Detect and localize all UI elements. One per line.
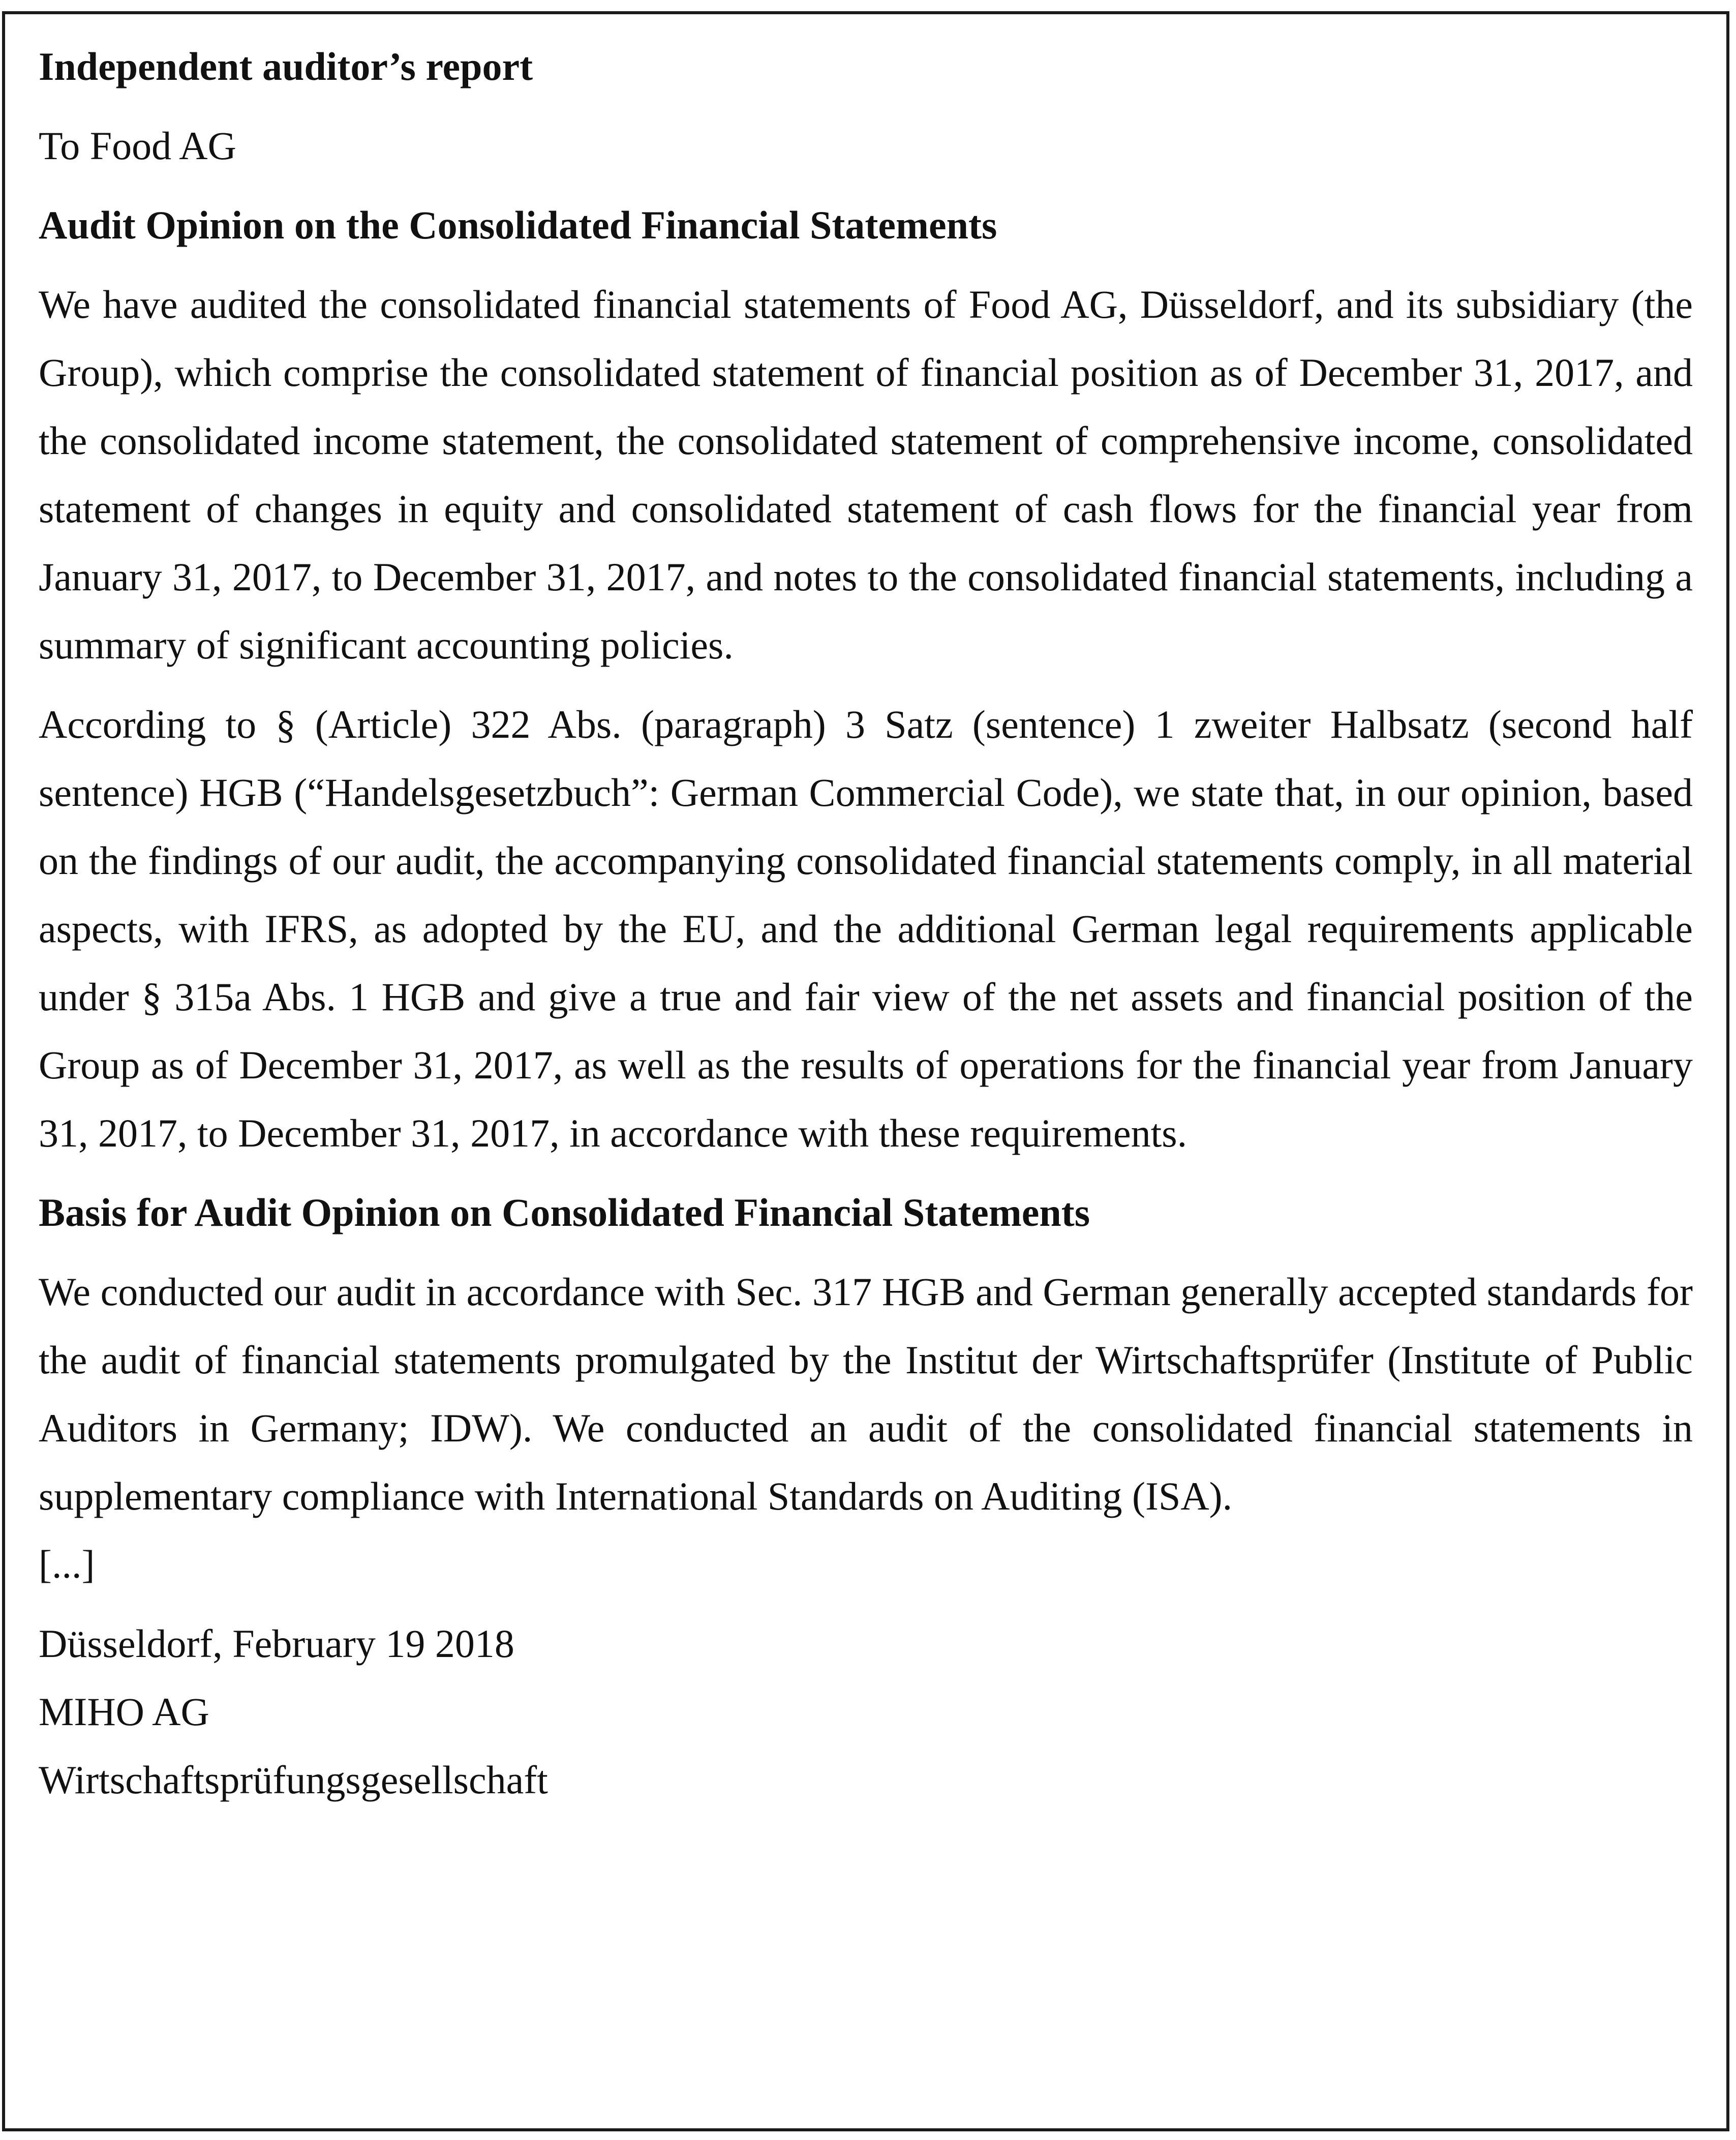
auditor-report-document bbox=[39, 33, 1693, 1814]
section-heading-basis-for-opinion: Basis for Audit Opinion on Consolidated Financial Statements bbox=[39, 1190, 1090, 1234]
signature-block bbox=[39, 1610, 1693, 1814]
addressee: To Food AG bbox=[39, 124, 236, 168]
omission-marker: [...] bbox=[39, 1542, 95, 1586]
section-heading-audit-opinion: Audit Opinion on the Consolidated Financial Statements bbox=[39, 203, 997, 247]
audit-firm-name: MIHO AG bbox=[39, 1690, 209, 1734]
basis-paragraph: We conducted our audit in accordance with Sec. 317 HGB and German generally accepted standards for the audit of financial statements promulgated by the Institut der Wirtschaftsprüfer (Institute of Public Auditors in Germany; IDW). We conducted an audit of the consolidated financial statements in supplementary compliance with International Standards on Auditing (ISA). bbox=[39, 1270, 1693, 1518]
audit-firm-type: Wirtschaftsprüfungsgesellschaft bbox=[39, 1758, 548, 1802]
opinion-paragraph: According to § (Article) 322 Abs. (paragraph) 3 Satz (sentence) 1 zweiter Halbsatz (second half sentence) HGB (“Handelsgesetzbuch”: German Commercial Code), we state that, in our opinion, based on the findings of our audit, the accompanying consolidated financial statements comply, in all material aspects, with IFRS, as adopted by the EU, and the additional German legal requirements applicable under § 315a Abs. 1 HGB and give a true and fair view of the net assets and financial position of the Group as of December 31, 2017, as well as the results of operations for the financial year from January 31, 2017, to December 31, 2017, in accordance with these requirements. bbox=[39, 702, 1693, 1155]
audit-scope-paragraph: We have audited the consolidated financial statements of Food AG, Düsseldorf, and its subsidiary (the Group), which comprise the consolidated statement of financial position as of December 31, 2017, and the consolidated income statement, the consolidated statement of comprehensive income, consolidated statement of changes in equity and consolidated statement of cash flows for the financial year from January 31, 2017, to December 31, 2017, and notes to the consolidated financial statements, including a summary of significant accounting policies. bbox=[39, 282, 1693, 667]
report-title: Independent auditor’s report bbox=[39, 44, 533, 88]
report-frame bbox=[2, 11, 1729, 2131]
place-date: Düsseldorf, February 19 2018 bbox=[39, 1621, 514, 1666]
